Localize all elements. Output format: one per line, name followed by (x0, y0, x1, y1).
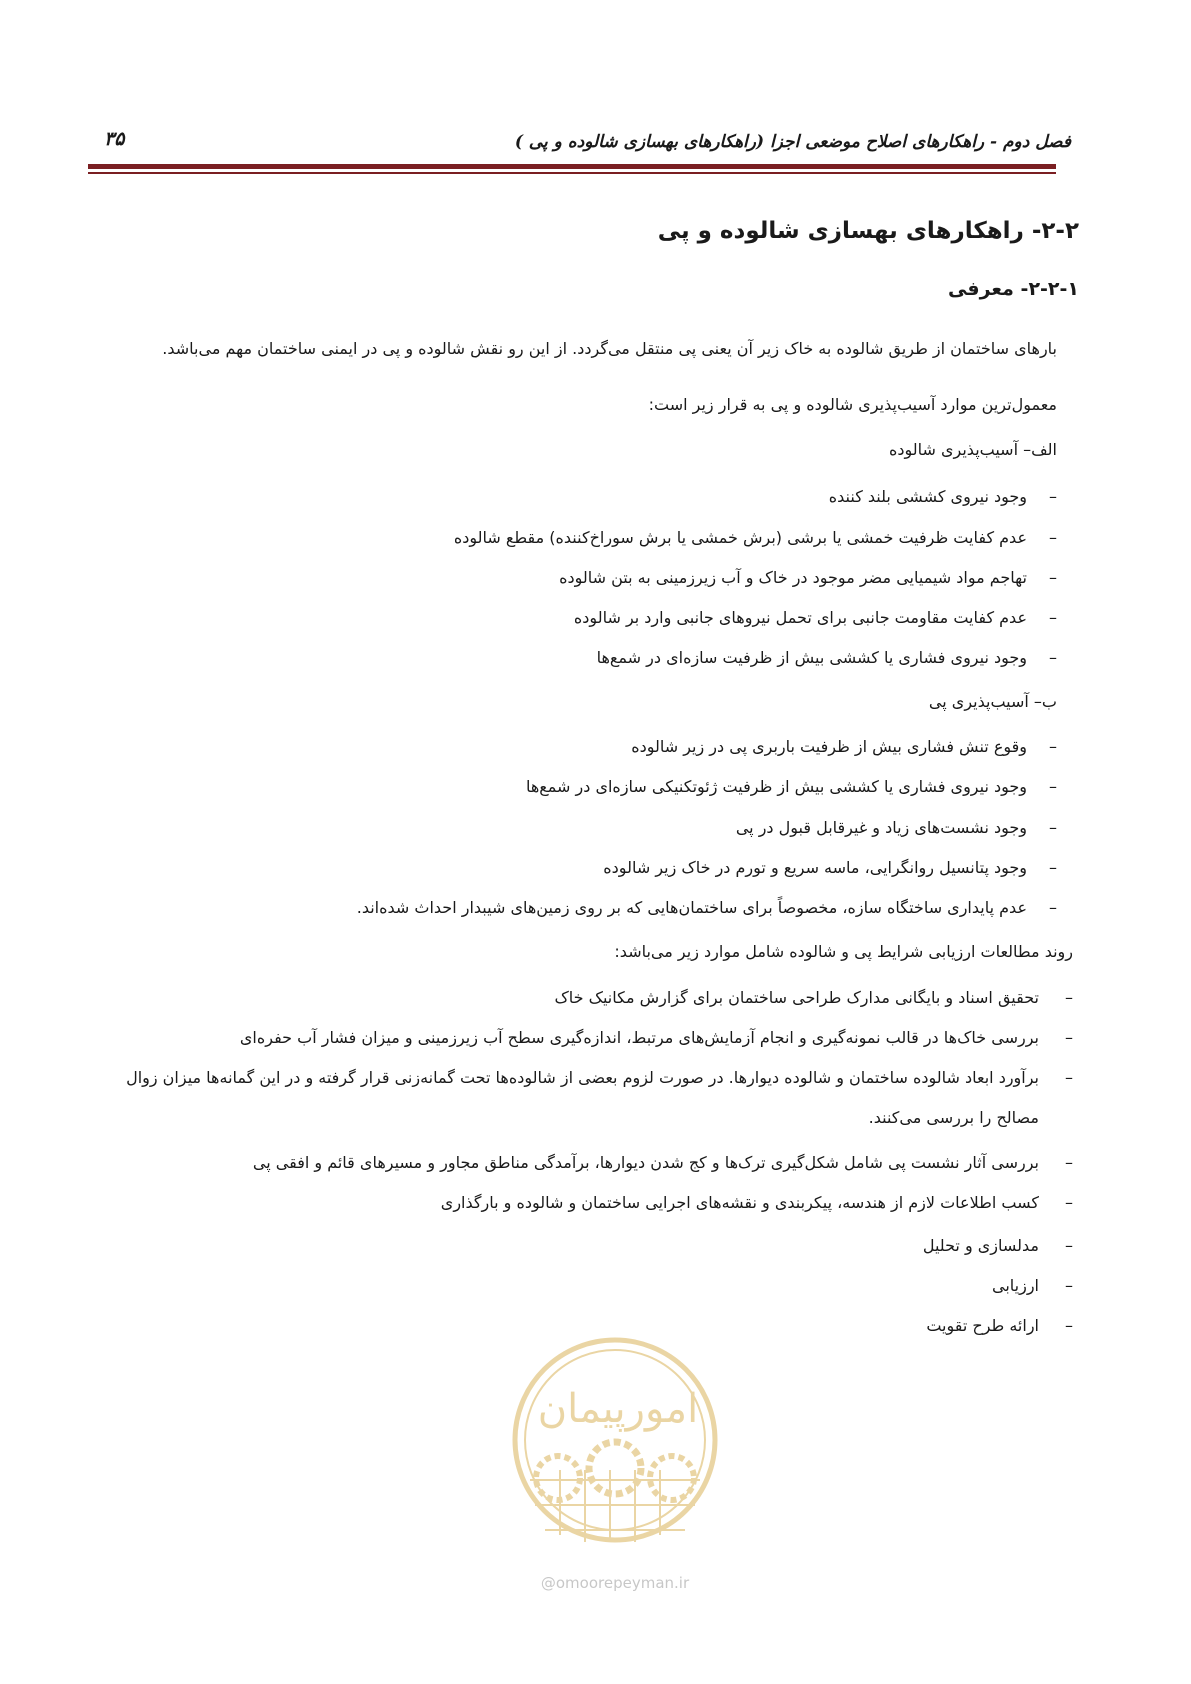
list-item: – تحقیق اسناد و بایگانی مدارک طراحی ساختمان برای گزارش مکانیک خاک (105, 978, 1073, 1018)
list-item: – ارزیابی (105, 1266, 1073, 1306)
list-item: – عدم پایداری ساختگاه سازه، مخصوصاً برای ساختمان‌هایی که بر روی زمین‌های شیبدار احداث شده‌اند. (357, 898, 1057, 917)
watermark-url: @omoorepeyman.ir (540, 1574, 690, 1592)
list-item: – ارائه طرح تقویت (105, 1306, 1073, 1346)
group-a-title: الف– آسیب‌پذیری شالوده (888, 440, 1057, 459)
header-rule (88, 164, 1056, 169)
list-item: – عدم کفایت مقاومت جانبی برای تحمل نیروهای جانبی وارد بر شالوده (574, 608, 1057, 627)
list-item: – وقوع تنش فشاری بیش از ظرفیت باربری پی در زیر شالوده (631, 737, 1057, 756)
watermark-logo (490, 1330, 740, 1610)
group-b-title: ب– آسیب‌پذیری پی (928, 692, 1057, 711)
list-item: – وجود نشست‌های زیاد و غیرقابل قبول در پی (736, 818, 1057, 837)
page-number: ۳۵ (104, 128, 125, 150)
subsection-heading: ۲-۲-۱- معرفی (947, 278, 1079, 300)
list-item: – وجود نیروی فشاری یا کششی بیش از ظرفیت ژئوتکنیکی سازه‌ای در شمع‌ها (526, 777, 1057, 796)
list-item: – وجود پتانسیل روانگرایی، ماسه سریع و تورم در خاک زیر شالوده (603, 858, 1057, 877)
list-item: – وجود نیروی فشاری یا کششی بیش از ظرفیت سازه‌ای در شمع‌ها (597, 648, 1057, 667)
watermark-logo-text: امورپیمان (537, 1386, 699, 1432)
list-item: – عدم کفایت ظرفیت خمشی یا برشی (برش خمشی یا برش سوراخ‌کننده) مقطع شالوده (454, 528, 1057, 547)
list-item: – بررسی خاک‌ها در قالب نمونه‌گیری و انجام آزمایش‌های مرتبط، اندازه‌گیری سطح آب زیرزمینی و میزان فشار آب حفره‌ای (105, 1018, 1073, 1058)
list-item: – کسب اطلاعات لازم از هندسه، پیکربندی و نقشه‌های اجرایی ساختمان و شالوده و بارگذاری (105, 1183, 1073, 1223)
watermark-emblem-icon (490, 1330, 740, 1610)
list-item: – تهاجم مواد شیمیایی مضر موجود در خاک و آب زیرزمینی به بتن شالوده (559, 568, 1057, 587)
list-item: – بررسی آثار نشست پی شامل شکل‌گیری ترک‌ها و کج شدن دیوارها، برآمدگی مناطق مجاور و مسیرهای قائم و افقی پی (105, 1143, 1073, 1183)
chapter-header: فصل دوم - راهکارهای اصلاح موضعی اجزا (راهکارهای بهسازی شالوده و پی ) (514, 132, 1071, 152)
list-item: – وجود نیروی کششی بلند کننده (829, 487, 1057, 506)
header-rule-thin (88, 172, 1056, 174)
list-item: – برآورد ابعاد شالوده ساختمان و شالوده دیوارها. در صورت لزوم بعضی از شالوده‌ها تحت گمانه‌زنی قرار گرفته و در این گمانه‌ها میزان زوال مصالح را بررسی می‌کنند. (105, 1058, 1073, 1138)
assessment-intro: روند مطالعات ارزیابی شرایط پی و شالوده شامل موارد زیر می‌باشد: (614, 942, 1073, 961)
vulnerabilities-intro: معمول‌ترین موارد آسیب‌پذیری شالوده و پی به قرار زیر است: (648, 395, 1057, 414)
section-heading: ۲-۲- راهکارهای بهسازی شالوده و پی (657, 218, 1079, 244)
list-item: – مدلسازی و تحلیل (105, 1226, 1073, 1266)
intro-paragraph: بارهای ساختمان از طریق شالوده به خاک زیر آن یعنی پی منتقل می‌گردد. از این رو نقش شالوده و پی در ایمنی ساختمان مهم می‌باشد. (162, 339, 1057, 358)
